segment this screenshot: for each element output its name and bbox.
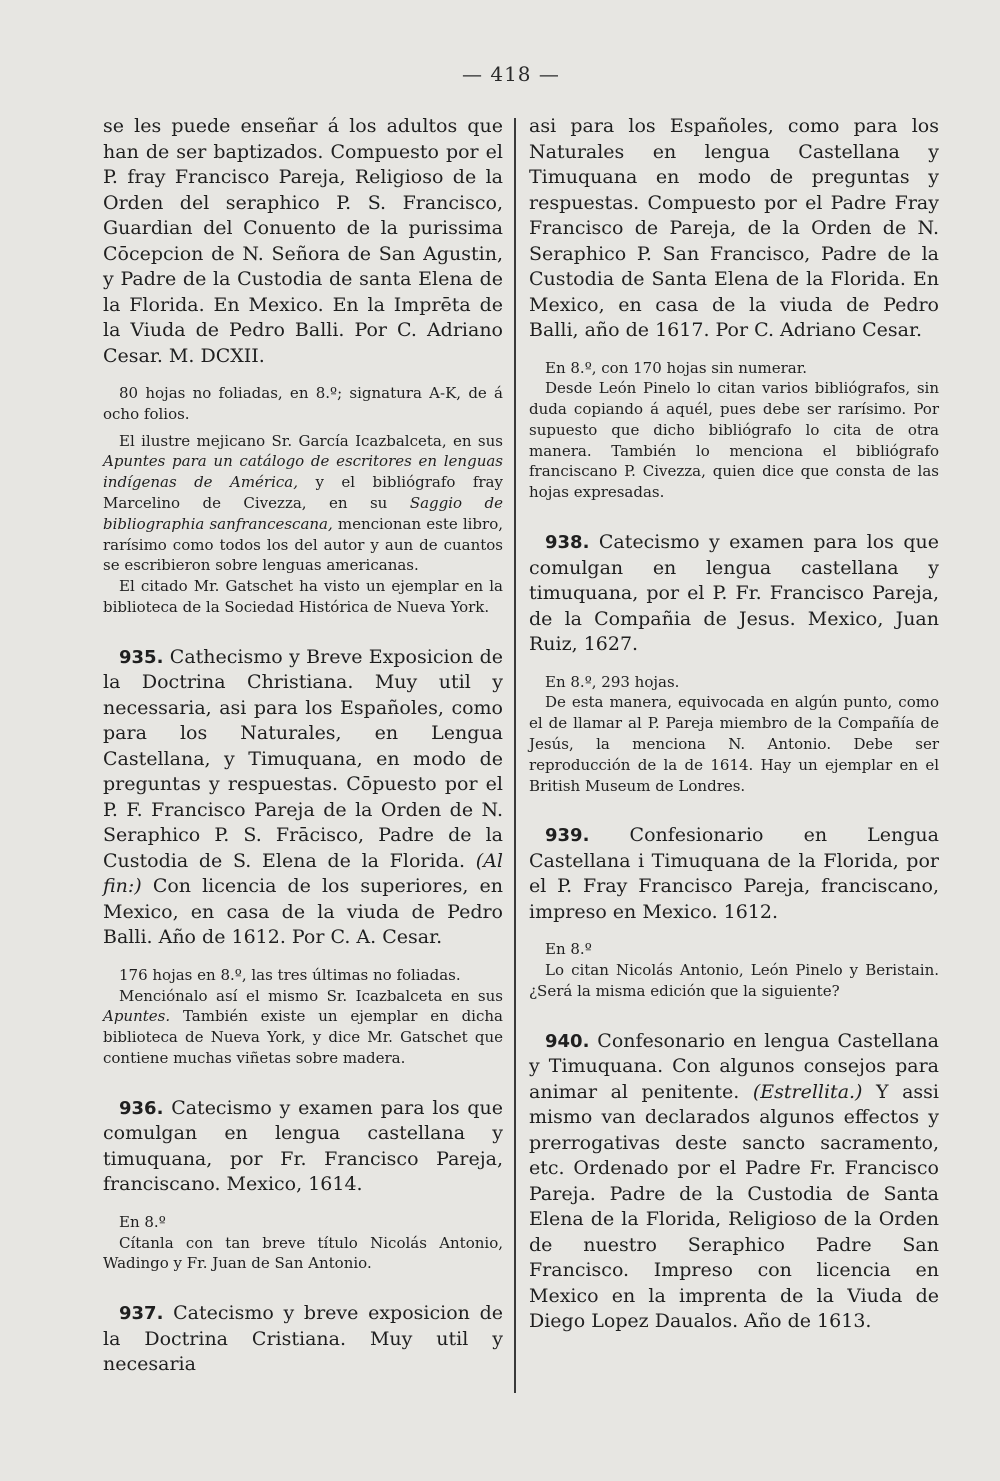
italic-title-apuntes: Apuntes para un catálogo de escritores en lenguas indígenas de América, (103, 452, 503, 492)
entry-935-note-2: Menciónalo así el mismo Sr. Icazbalceta en sus Apuntes. También existe un ejemplar en dicha biblioteca de Nueva York, y dice Mr. Gatschet que contiene muchas viñetas sobre madera. (103, 986, 503, 1067)
entry-935-title: 935. Cathecismo y Breve Exposicion de la Doctrina Christiana. Muy util y necessaria, asi para los Españoles, como para los Naturales, en Lengua Castellana, y Timuquana, en modo de preguntas y respuestas. Cōpuesto por el P. F. Francisco Pareja de la Orden de N. Seraphico P. S. Frācisco, Padre de la Custodia de S. Elena de la Florida. (Al fin:) Con licencia de los superiores, en Mexico, en casa de la viuda de Pedro Balli. Año de 1612. Por C. A. Cesar. (103, 645, 503, 949)
entry-936-number: 936. (119, 1097, 164, 1119)
entry-934-note-3: El citado Mr. Gatschet ha visto un ejemplar en la biblioteca de la Sociedad Histórica de Nueva York. (103, 577, 503, 616)
entry-934-note-2: El ilustre mejicano Sr. García Icazbalceta, en sus Apuntes para un catálogo de escritores en lenguas indígenas de América, y el bibliógrafo fray Marcelino de Civezza, en su Saggio de bibliographia sanfrancescana, mencionan este libro, rarísimo como todos los del autor y aun de cuantos se escribieron sobre lenguas americanas. (103, 431, 503, 575)
entry-936-note-2: Cítanla con tan breve título Nicolás Antonio, Wadingo y Fr. Juan de San Antonio. (103, 1233, 503, 1273)
entry-940-number: 940. (545, 1030, 590, 1052)
entry-938-note-2: De esta manera, equivocada en algún punto, como el de llamar al P. Pareja miembro de la Compañía de Jesús, la menciona N. Antonio. Debe ser reproducción de la de 1614. Hay un ejemplar en el British Museum de Londres. (529, 693, 939, 795)
entry-935-note-1: 176 hojas en 8.º, las tres últimas no foliadas. (119, 965, 461, 984)
entry-934-title-continuation: se les puede enseñar á los adultos que han de ser baptizados. Compuesto por el P. fray Francisco Pareja, Religioso de la Orden del seraphico P. S. Francisco, Guardian del Conuento de la purissima Cōcepcion de N. Señora de San Agustin, y Padre de la Custodia de santa Elena de la Florida. En Mexico. En la Imprēta de la Viuda de Pedro Balli. Por C. Adriano Cesar. M. DCXII. (103, 115, 503, 367)
entry-939-title: 939. Confesionario en Lengua Castellana i Timuquana de la Florida, por el P. Fray Francisco Pareja, franciscano, impreso en Mexico. 1612. (529, 824, 939, 923)
entry-936-note-1: En 8.º (119, 1212, 166, 1231)
entry-939-number: 939. (545, 825, 590, 847)
entry-940-title: 940. Confesonario en lengua Castellana y Timuquana. Con algunos consejos para animar al penitente. (Estrellita.) Y assi mismo van declarados algunos effectos y prerrogativas deste sancto sacramento, etc. Ordenado por el Padre Fr. Francisco Pareja. Padre de la Custodia de Santa Elena de la Florida, Religioso de la Orden de nuestro Seraphico Padre San Francisco. Impreso con licencia en Mexico en la imprenta de la Viuda de Diego Lopez Daualos. Año de 1613. (529, 1029, 939, 1333)
entry-939-note-2: Lo citan Nicolás Antonio, León Pinelo y Beristain. ¿Será la misma edición que la siguiente? (529, 961, 939, 1000)
entry-939-note-1: En 8.º (545, 940, 592, 959)
entry-937-note-1: En 8.º, con 170 hojas sin numerar. (545, 358, 808, 377)
entry-935-number: 935. (119, 646, 164, 668)
left-column (103, 114, 503, 1378)
entry-936-title: 936. Catecismo y examen para los que comulgan en lengua castellana y timuquana, por Fr. Francisco Pareja, franciscano. Mexico, 1614. (103, 1096, 503, 1196)
right-column (529, 114, 939, 1335)
entry-938-note-1: En 8.º, 293 hojas. (545, 672, 680, 691)
entry-938-title: 938. Catecismo y examen para los que comulgan en lengua castellana y timuquana, por el P. Fr. Francisco Pareja, de la Compañia de Jesus. Mexico, Juan Ruiz, 1627. (529, 531, 939, 656)
entry-934-note-1: 80 hojas no foliadas, en 8.º; signatura A-K, de á ocho folios. (103, 384, 503, 423)
italic-title-saggio: Saggio de bibliographia sanfrancescana, (103, 493, 503, 533)
column-divider (514, 118, 516, 1393)
entry-937-title-continuation: asi para los Españoles, como para los Naturales en lengua Castellana y Timuquana en modo de preguntas y respuestas. Compuesto por el Padre Fray Francisco de Pareja, de la Orden de N. Seraphico P. San Francisco, Padre de la Custodia de Santa Elena de la Florida. En Mexico, en casa de la viuda de Pedro Balli, año de 1617. Por C. Adriano Cesar. (529, 115, 939, 341)
entry-938-number: 938. (545, 532, 590, 554)
page-number: — 418 — (462, 62, 560, 86)
entry-937-number: 937. (119, 1303, 164, 1325)
entry-937-note-2: Desde León Pinelo lo citan varios bibliógrafos, sin duda copiando á aquél, pues debe ser rarísimo. Por supuesto que dicho bibliógrafo lo cita de otra manera. También lo menciona el bibliógrafo franciscano P. Civezza, quien dice que consta de las hojas expresadas. (529, 379, 939, 502)
entry-937-title: 937. Catecismo y breve exposicion de la Doctrina Cristiana. Muy util y necesaria (103, 1302, 503, 1376)
